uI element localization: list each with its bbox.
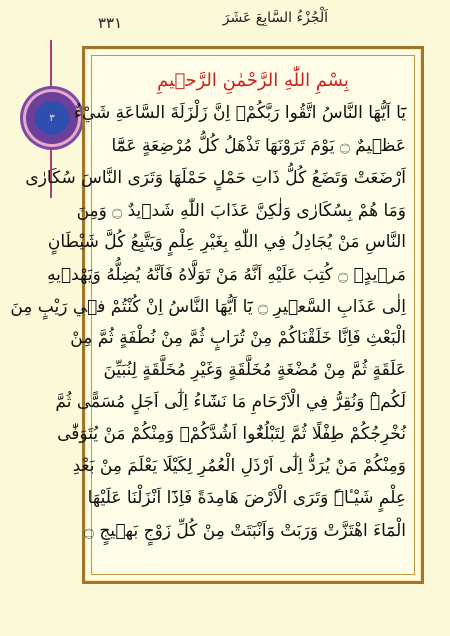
juz-title: اَلْجُزْءُ السَّابِعَ عَشَرَ (222, 10, 328, 26)
page-number: ٣٣١ (98, 14, 123, 32)
text-line: مَر۪يدٍۙ ۝ كُتِبَ عَلَيْهِ اَنَّهُ مَنْ تَوَلَّاهُ فَاَنَّهُ يُضِلُّهُ وَيَهْد۪يهِ (47, 265, 406, 285)
text-line: نُخْرِجُكُمْ طِفْلًا ثُمَّ لِتَبْلُغُٓوا اَشُدَّكُمْۚ وَمِنْكُمْ مَنْ يُتَوَفّٰى (57, 424, 406, 444)
margin-ornament-top (50, 40, 52, 88)
text-line: عِلْمٍ شَيْـٔاًۜ وَتَرَى الْاَرْضَ هَامِدَةً فَاِذَٓا اَنْزَلْنَا عَلَيْهَا (87, 488, 406, 508)
text-line: وَمَا هُمْ بِسُكَارٰى وَلٰكِنَّ عَذَابَ اللّٰهِ شَد۪يدٌ ۝ وَمِنَ (76, 201, 406, 221)
hizb-inner (35, 101, 69, 135)
text-line: وَمِنْكُمْ مَنْ يُرَدُّ اِلٰٓى اَرْذَلِ الْعُمُرِ لِكَيْلَا يَعْلَمَ مِنْ بَعْدِ (72, 456, 406, 476)
page-header (90, 8, 420, 44)
basmala: بِسْمِ اللّٰهِ الرَّحْمٰنِ الرَّح۪يمِ (157, 70, 349, 91)
quran-text (10, 64, 406, 566)
text-line: النَّاسِ مَنْ يُجَادِلُ فِي اللّٰهِ بِغَيْرِ عِلْمٍ وَيَتَّبِعُ كُلَّ شَيْطَانٍ (47, 232, 406, 252)
text-line: اَرْضَعَتْ وَتَضَعُ كُلُّ ذَاتِ حَمْلٍ حَمْلَهَا وَتَرَى النَّاسَ سُكَارٰى (25, 168, 406, 188)
text-line: عَظ۪يمٌ ۝ يَوْمَ تَرَوْنَهَا تَذْهَلُ كُلُّ مُرْضِعَةٍ عَمَّٓا (111, 136, 406, 156)
hizb-number: ٣ (49, 112, 55, 124)
text-line: عَلَقَةٍ ثُمَّ مِنْ مُضْغَةٍ مُخَلَّقَةٍ وَغَيْرِ مُخَلَّقَةٍ لِنُبَيِّنَ (103, 360, 406, 380)
hizb-medallion (26, 92, 78, 144)
frame-inner (10, 55, 415, 575)
page-frame (10, 46, 424, 584)
text-line: لَكُمْۜ وَنُقِرُّ فِي الْاَرْحَامِ مَا نَشَٓاءُ اِلٰٓى اَجَلٍ مُسَمًّى ثُمَّ (55, 392, 406, 412)
text-line: اِلٰى عَذَابِ السَّع۪يرِ ۝ يَٓا اَيُّهَا النَّاسُ اِنْ كُنْتُمْ ف۪ي رَيْبٍ مِنَ (10, 297, 406, 317)
text-line: الْمَٓاءَ اهْتَزَّتْ وَرَبَتْ وَاَنْبَتَتْ مِنْ كُلِّ زَوْجٍ بَه۪يجٍ ۝ (83, 521, 406, 541)
text-line: يَٓا اَيُّهَا النَّاسُ اتَّقُوا رَبَّكُمْۚ اِنَّ زَلْزَلَةَ السَّاعَةِ شَيْءٌ (73, 103, 406, 123)
text-line: الْبَعْثِ فَاِنَّا خَلَقْنَاكُمْ مِنْ تُرَابٍ ثُمَّ مِنْ نُطْفَةٍ ثُمَّ مِنْ (70, 328, 406, 348)
